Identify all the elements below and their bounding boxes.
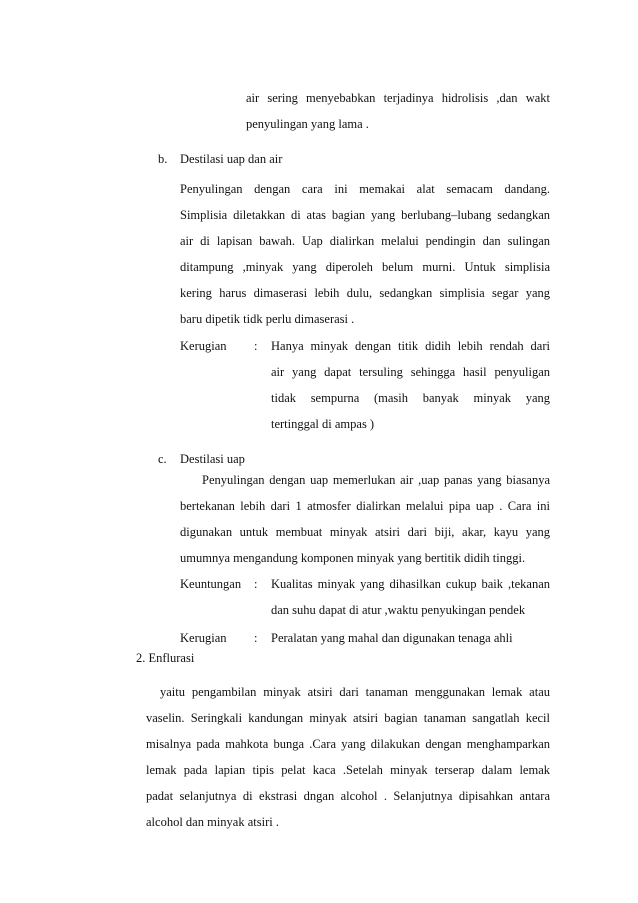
section-c-keuntungan-colon: : [254,577,258,591]
section-b-para-line: air di lapisan bawah. Uap dialirkan melalui pendingin dan sulingan [180,234,550,248]
section-c-para-line: Penyulingan dengan uap memerlukan air ,uap panas yang biasanya [202,473,550,487]
section-b-heading: Destilasi uap dan air [180,152,283,166]
section-2-para-line: lemak pada lapian tipis pelat kaca .Setelah minyak terserap dalam lemak [146,763,550,777]
section-b-kerugian-label: Kerugian [180,339,227,353]
section-c-heading: Destilasi uap [180,452,245,466]
section-c-keuntungan-line: dan suhu dapat di atur ,waktu penyukingan pendek [271,603,526,617]
section-c-marker: c. [158,452,167,466]
section-c-para-line: digunakan untuk membuat minyak atsiri dari biji, akar, kayu yang [180,525,550,539]
section-b-kerugian-line: Hanya minyak dengan titik didih lebih rendah dari [271,339,550,353]
section-2-para-line: padat selanjutnya di ekstrasi dngan alcohol . Selanjutnya dipisahkan antara [146,789,550,803]
section-b-para-line: baru dipetik tidk perlu dimaserasi . [180,312,355,326]
intro-line-1: air sering menyebabkan terjadinya hidrolisis ,dan wakt [246,91,550,105]
section-b-marker: b. [158,152,168,166]
section-b-kerugian-line: air yang dapat tersuling sehingga hasil penyuligan [271,365,550,379]
section-c-keuntungan-line: Kualitas minyak yang dihasilkan cukup baik ,tekanan [271,577,550,591]
section-2-para-line: alcohol dan minyak atsiri . [146,815,279,829]
section-b-para-line: Simplisia diletakkan di atas bagian yang berlubang–lubang sedangkan [180,208,550,222]
section-b-kerugian-line: tidak sempurna (masih banyak minyak yang [271,391,550,405]
section-b-para-line: kering harus dimaserasi lebih dulu, sedangkan simplisia segar yang [180,286,550,300]
section-c-kerugian-label: Kerugian [180,631,227,645]
section-2-para-line: vaselin. Seringkali kandungan minyak atsiri bagian tanaman sangatlah kecil [146,711,550,725]
section-2-para-line: yaitu pengambilan minyak atsiri dari tanaman menggunakan lemak atau [160,685,550,699]
section-c-para-line: bertekanan lebih dari 1 atmosfer dialirkan melalui pipa uap . Cara ini [180,499,550,513]
section-c-keuntungan-label: Keuntungan [180,577,242,591]
intro-line-2: penyulingan yang lama . [246,117,369,131]
section-b-kerugian-line: tertinggal di ampas ) [271,417,375,431]
section-2-para-line: misalnya pada mahkota bunga .Cara yang dilakukan dengan menghamparkan [146,737,550,751]
section-c-kerugian-colon: : [254,631,258,645]
section-c-kerugian-text: Peralatan yang mahal dan digunakan tenaga ahli [271,631,513,645]
section-b-para-line: Penyulingan dengan cara ini memakai alat semacam dandang. [180,182,550,196]
section-b-para-line: ditampung ,minyak yang diperoleh belum murni. Untuk simplisia [180,260,550,274]
section-c-para-line: umumnya mengandung komponen minyak yang bertitik didih tinggi. [180,551,526,565]
section-2-heading: 2. Enflurasi [136,651,195,665]
section-b-kerugian-colon: : [254,339,258,353]
